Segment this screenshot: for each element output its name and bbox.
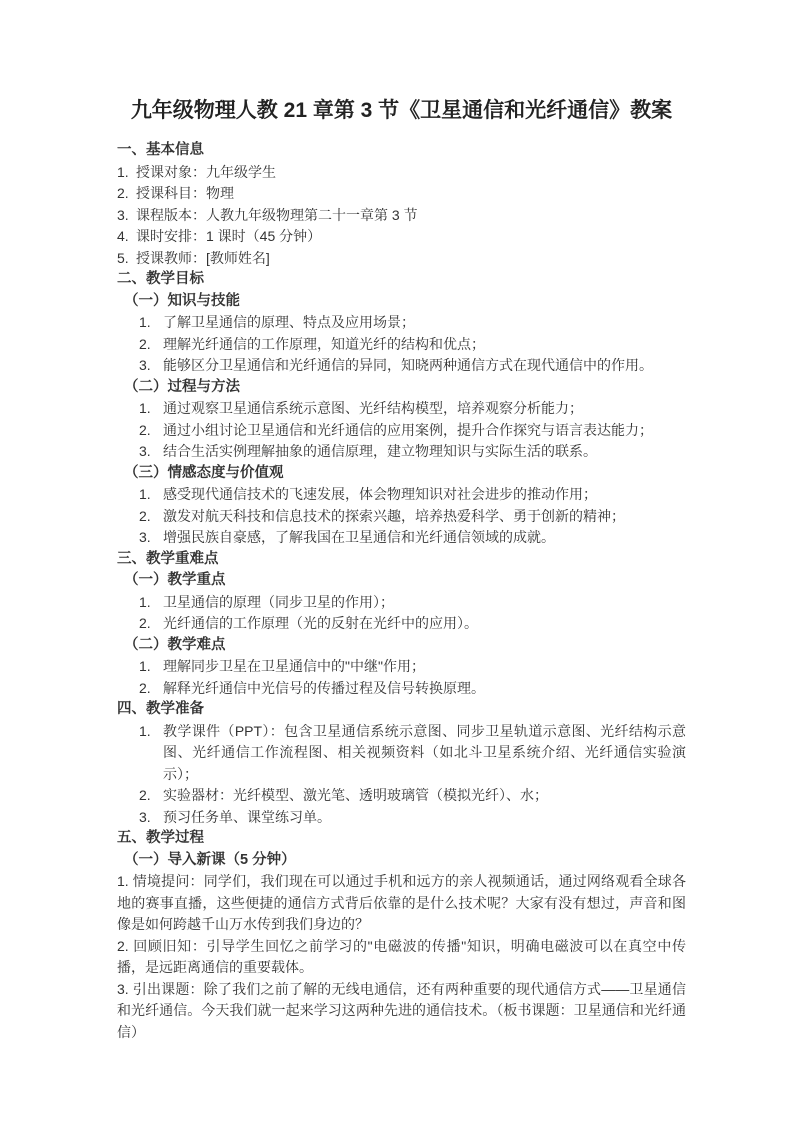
key-points-list bbox=[138, 592, 686, 635]
list-item: 能够区分卫星通信和光纤通信的异同，知晓两种通信方式在现代通信中的作用。 bbox=[163, 357, 653, 373]
section-heading-basic-info: 一、基本信息 bbox=[117, 142, 204, 158]
section-key-difficult-points bbox=[117, 549, 686, 700]
list-item: 光纤通信的工作原理（光的反射在光纤中的应用）。 bbox=[163, 615, 478, 631]
subheading-difficult-points: （二）教学难点 bbox=[124, 636, 226, 653]
list-item: 结合生活实例理解抽象的通信原理，建立物理知识与实际生活的联系。 bbox=[163, 443, 597, 459]
list-item: 感受现代通信技术的飞速发展，体会物理知识对社会进步的推动作用； bbox=[163, 486, 597, 502]
difficult-points-list bbox=[138, 656, 686, 699]
paragraph-situation-question: 1. 情境提问：同学们，我们现在可以通过手机和远方的亲人视频通话，通过网络观看全球各地的赛事直播，这些便捷的通信方式背后依靠的是什么技术呢？大家有没有想过，声音和图像是如何跨越千山万水传到我们身边的？ bbox=[117, 873, 686, 932]
list-item: 卫星通信的原理（同步卫星的作用）； bbox=[163, 593, 394, 610]
section-heading-teaching-preparation: 四、教学准备 bbox=[117, 701, 204, 717]
list-item: 理解同步卫星在卫星通信中的"中继"作用； bbox=[163, 658, 425, 674]
section-heading-teaching-goals: 二、教学目标 bbox=[117, 271, 204, 287]
subheading-attitude-values: （三）情感态度与价值观 bbox=[124, 464, 284, 481]
attitude-values-list bbox=[138, 484, 686, 549]
section-teaching-preparation bbox=[117, 699, 686, 828]
list-item: 理解光纤通信的工作原理，知道光纤的结构和优点； bbox=[163, 335, 485, 352]
subheading-lesson-introduction: （一）导入新课（5 分钟） bbox=[124, 851, 296, 868]
section-teaching-process bbox=[117, 828, 686, 1043]
list-item: 课时安排：1 课时（45 分钟） bbox=[136, 228, 322, 244]
list-item: 激发对航天科技和信息技术的探索兴趣，培养热爱科学、勇于创新的精神； bbox=[163, 507, 625, 524]
subheading-key-points: （一）教学重点 bbox=[124, 572, 226, 588]
list-item: 课程版本：人教九年级物理第二十一章第 3 节 bbox=[136, 206, 418, 223]
list-item: 预习任务单、课堂练习单。 bbox=[163, 808, 331, 825]
section-heading-key-difficult-points: 三、教学重难点 bbox=[117, 550, 219, 567]
list-item: 解释光纤通信中光信号的传播过程及信号转换原理。 bbox=[163, 679, 485, 696]
section-heading-teaching-process: 五、教学过程 bbox=[117, 830, 204, 846]
basic-info-list bbox=[117, 162, 686, 270]
teaching-preparation-list bbox=[138, 721, 686, 829]
list-item: 增强民族自豪感，了解我国在卫星通信和光纤通信领域的成就。 bbox=[163, 529, 555, 545]
list-item: 授课对象：九年级学生 bbox=[136, 163, 276, 180]
list-item: 授课教师：[教师姓名] bbox=[136, 249, 270, 266]
subheading-knowledge-skills: （一）知识与技能 bbox=[124, 292, 240, 309]
list-item: 授课科目：物理 bbox=[136, 185, 234, 201]
knowledge-skills-list bbox=[138, 312, 686, 377]
list-item: 通过观察卫星通信系统示意图、光纤结构模型，培养观察分析能力； bbox=[163, 400, 583, 416]
process-methods-list bbox=[138, 398, 686, 463]
list-item: 教学课件（PPT）：包含卫星通信系统示意图、同步卫星轨道示意图、光纤结构示意图、光纤通信工作流程图、相关视频资料（如北斗卫星系统介绍、光纤通信实验演示）； bbox=[163, 722, 686, 782]
list-item: 通过小组讨论卫星通信和光纤通信的应用案例，提升合作探究与语言表达能力； bbox=[163, 421, 653, 438]
list-item: 了解卫星通信的原理、特点及应用场景； bbox=[163, 314, 415, 330]
paragraph-review-knowledge: 2. 回顾旧知：引导学生回忆之前学习的"电磁波的传播"知识，明确电磁波可以在真空中传播，是远距离通信的重要载体。 bbox=[117, 937, 686, 975]
section-teaching-goals bbox=[117, 269, 686, 549]
subheading-process-methods: （二）过程与方法 bbox=[124, 378, 240, 395]
section-basic-info bbox=[117, 140, 686, 269]
paragraph-introduce-topic: 3. 引出课题：除了我们之前了解的无线电通信，还有两种重要的现代通信方式——卫星通信和光纤通信。今天我们就一起来学习这两种先进的通信技术。（板书课题：卫星通信和光纤通信） bbox=[117, 980, 686, 1040]
document-title: 九年级物理人教 21 章第 3 节《卫星通信和光纤通信》教案 bbox=[130, 99, 673, 122]
list-item: 实验器材：光纤模型、激光笔、透明玻璃管（模拟光纤）、水； bbox=[163, 787, 548, 803]
